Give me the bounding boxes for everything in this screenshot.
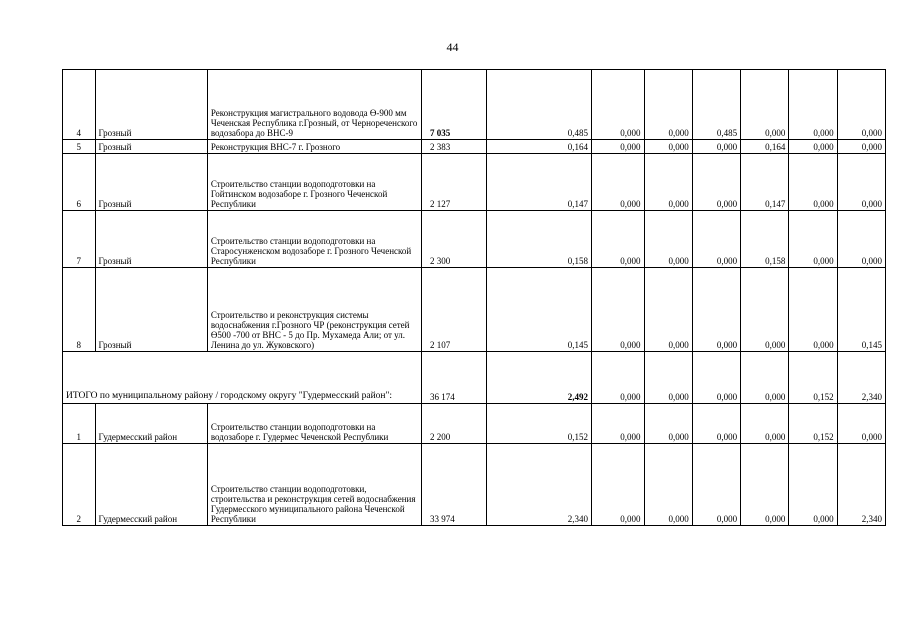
year-value-cell: 0,000 bbox=[789, 211, 837, 268]
year-value-cell: 0,152 bbox=[789, 404, 837, 444]
description-cell: Строительство и реконструкция системы водоснабжения г.Грозного ЧР (реконструкция сетей Ө500 -700 от ВНС - 5 до Пр. Мухамеда Али; от ул. Ленина до ул. Жуковского) bbox=[207, 268, 421, 352]
value-cell: 2,340 bbox=[487, 444, 592, 526]
value-cell: 0,152 bbox=[487, 404, 592, 444]
year-value-cell: 0,000 bbox=[644, 140, 692, 154]
year-value-cell: 0,000 bbox=[692, 444, 740, 526]
year-value-cell: 0,000 bbox=[789, 140, 837, 154]
capacity-cell: 2 127 bbox=[421, 154, 486, 211]
value-cell: 0,145 bbox=[487, 268, 592, 352]
year-value-cell: 0,000 bbox=[837, 404, 885, 444]
row-number: 5 bbox=[63, 140, 96, 154]
year-value-cell: 0,000 bbox=[741, 268, 789, 352]
row-number: 4 bbox=[63, 70, 96, 140]
year-value-cell: 0,000 bbox=[592, 268, 644, 352]
year-value-cell: 0,000 bbox=[644, 268, 692, 352]
year-value-cell: 0,000 bbox=[692, 140, 740, 154]
city-cell: Гудермесский район bbox=[95, 444, 207, 526]
year-value-cell: 0,000 bbox=[741, 352, 789, 404]
year-value-cell: 0,158 bbox=[741, 211, 789, 268]
year-value-cell: 0,000 bbox=[837, 154, 885, 211]
table-row bbox=[63, 444, 886, 526]
year-value-cell: 0,000 bbox=[789, 444, 837, 526]
year-value-cell: 0,000 bbox=[837, 140, 885, 154]
year-value-cell: 0,000 bbox=[741, 404, 789, 444]
year-value-cell: 0,145 bbox=[837, 268, 885, 352]
table-row bbox=[63, 140, 886, 154]
year-value-cell: 0,000 bbox=[592, 352, 644, 404]
value-cell: 0,147 bbox=[487, 154, 592, 211]
year-value-cell: 2,340 bbox=[837, 444, 885, 526]
capacity-cell: 2 300 bbox=[421, 211, 486, 268]
year-value-cell: 0,000 bbox=[789, 70, 837, 140]
description-cell: Строительство станции водоподготовки на Старосунженском водозаборе г. Грозного Чеченской Республики bbox=[207, 211, 421, 268]
year-value-cell: 0,000 bbox=[644, 70, 692, 140]
row-number: 6 bbox=[63, 154, 96, 211]
value-cell: 0,164 bbox=[487, 140, 592, 154]
capacity-cell: 2 107 bbox=[421, 268, 486, 352]
year-value-cell: 0,000 bbox=[592, 140, 644, 154]
year-value-cell: 0,000 bbox=[644, 404, 692, 444]
description-cell: Строительство станции водоподготовки, строительства и реконструкция сетей водоснабжения Гудермесского муниципального района Чеченской Республики bbox=[207, 444, 421, 526]
capacity-cell: 2 383 bbox=[421, 140, 486, 154]
year-value-cell: 0,000 bbox=[692, 352, 740, 404]
year-value-cell: 0,485 bbox=[692, 70, 740, 140]
year-value-cell: 0,000 bbox=[692, 404, 740, 444]
year-value-cell: 0,000 bbox=[644, 352, 692, 404]
year-value-cell: 0,000 bbox=[692, 211, 740, 268]
table-row bbox=[63, 404, 886, 444]
city-cell: Грозный bbox=[95, 211, 207, 268]
table-row bbox=[63, 211, 886, 268]
year-value-cell: 0,000 bbox=[692, 268, 740, 352]
description-cell: Реконструкция магистрального водовода Ө-900 мм Чеченская Республика г.Грозный, от Чернореченского водозабора до ВНС-9 bbox=[207, 70, 421, 140]
year-value-cell: 0,000 bbox=[592, 211, 644, 268]
year-value-cell: 0,000 bbox=[692, 154, 740, 211]
year-value-cell: 0,000 bbox=[592, 404, 644, 444]
total-row bbox=[63, 352, 886, 404]
year-value-cell: 0,000 bbox=[644, 154, 692, 211]
description-cell: Строительство станции водоподготовки на Гойтинском водозаборе г. Грозного Чеченской Республики bbox=[207, 154, 421, 211]
year-value-cell: 0,000 bbox=[592, 70, 644, 140]
capacity-cell: 2 200 bbox=[421, 404, 486, 444]
value-cell: 0,485 bbox=[487, 70, 592, 140]
year-value-cell: 0,000 bbox=[837, 70, 885, 140]
year-value-cell: 0,164 bbox=[741, 140, 789, 154]
city-cell: Гудермесский район bbox=[95, 404, 207, 444]
capacity-cell: 7 035 bbox=[421, 70, 486, 140]
table-row bbox=[63, 154, 886, 211]
table-row bbox=[63, 70, 886, 140]
year-value-cell: 0,000 bbox=[644, 444, 692, 526]
year-value-cell: 0,000 bbox=[592, 444, 644, 526]
year-value-cell: 0,000 bbox=[644, 211, 692, 268]
year-value-cell: 0,000 bbox=[789, 154, 837, 211]
year-value-cell: 0,000 bbox=[592, 154, 644, 211]
year-value-cell: 0,000 bbox=[837, 211, 885, 268]
table-row bbox=[63, 268, 886, 352]
city-cell: Грозный bbox=[95, 140, 207, 154]
city-cell: Грозный bbox=[95, 154, 207, 211]
description-cell: Реконструкция ВНС-7 г. Грозного bbox=[207, 140, 421, 154]
description-cell: Строительство станции водоподготовки на водозаборе г. Гудермес Чеченской Республики bbox=[207, 404, 421, 444]
capacity-cell: 33 974 bbox=[421, 444, 486, 526]
year-value-cell: 2,340 bbox=[837, 352, 885, 404]
total-capacity: 36 174 bbox=[421, 352, 486, 404]
row-number: 2 bbox=[63, 444, 96, 526]
year-value-cell: 0,000 bbox=[741, 444, 789, 526]
row-number: 1 bbox=[63, 404, 96, 444]
page-number: 44 bbox=[446, 40, 459, 54]
row-number: 8 bbox=[63, 268, 96, 352]
year-value-cell: 0,000 bbox=[741, 70, 789, 140]
total-value: 2,492 bbox=[487, 352, 592, 404]
year-value-cell: 0,147 bbox=[741, 154, 789, 211]
total-label: ИТОГО по муниципальному району / городскому округу "Гудермесский район": bbox=[63, 352, 422, 404]
city-cell: Грозный bbox=[95, 70, 207, 140]
city-cell: Грозный bbox=[95, 268, 207, 352]
value-cell: 0,158 bbox=[487, 211, 592, 268]
year-value-cell: 0,000 bbox=[789, 268, 837, 352]
investment-table bbox=[62, 69, 886, 526]
row-number: 7 bbox=[63, 211, 96, 268]
year-value-cell: 0,152 bbox=[789, 352, 837, 404]
